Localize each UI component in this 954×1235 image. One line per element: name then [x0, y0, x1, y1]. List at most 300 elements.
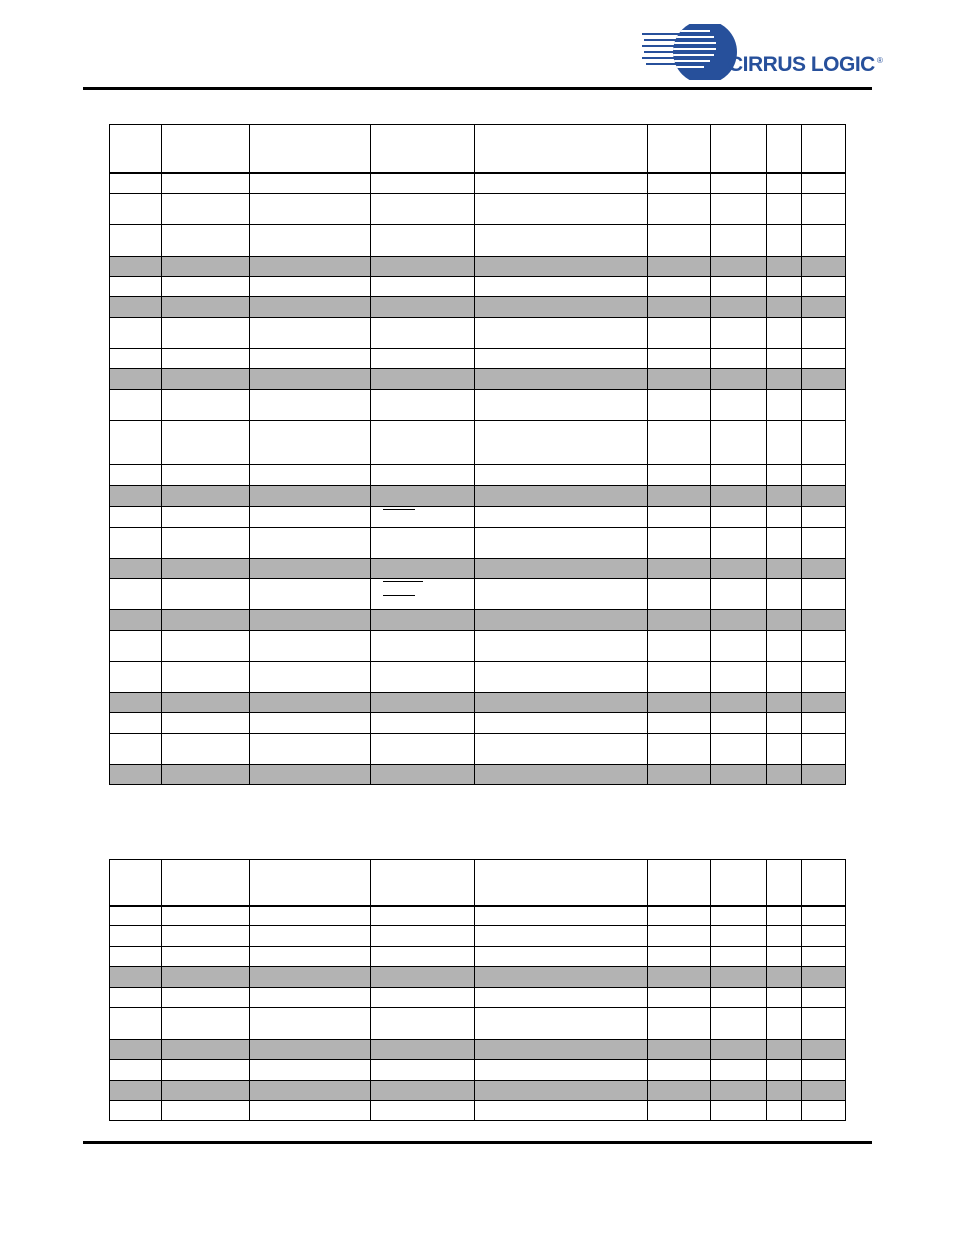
- table-cell: [162, 1081, 250, 1101]
- table-cell: [767, 257, 802, 277]
- table-cell: [648, 1101, 711, 1121]
- table-cell: [648, 926, 711, 947]
- table-cell: [767, 765, 802, 785]
- table-cell: [767, 277, 802, 297]
- table-cell: [162, 906, 250, 926]
- table-cell: [110, 194, 162, 225]
- table-cell: [475, 369, 648, 390]
- table-cell: [767, 947, 802, 967]
- table-cell: [711, 1081, 767, 1101]
- table-cell: [110, 465, 162, 486]
- table-cell: [802, 967, 846, 988]
- table-cell: [250, 1101, 371, 1121]
- table-cell: [250, 421, 371, 465]
- table-row: [110, 610, 846, 631]
- table-cell: [711, 765, 767, 785]
- table-cell: [767, 1040, 802, 1060]
- table-cell: [110, 349, 162, 369]
- table-cell: [250, 906, 371, 926]
- table-cell: [711, 947, 767, 967]
- table-cell: [475, 465, 648, 486]
- table-cell: [711, 1008, 767, 1040]
- table-header-cell: [802, 860, 846, 906]
- table-cell: [767, 369, 802, 390]
- table-cell: [250, 507, 371, 528]
- table-cell: [250, 1040, 371, 1060]
- table-cell: [648, 277, 711, 297]
- table-cell: [371, 1040, 475, 1060]
- table-cell: [475, 765, 648, 785]
- table-cell: [711, 369, 767, 390]
- table-cell: [767, 1060, 802, 1081]
- table-cell: [250, 1081, 371, 1101]
- table-cell: [767, 579, 802, 610]
- table-cell: [162, 173, 250, 194]
- table-cell: [162, 421, 250, 465]
- table-cell: [648, 257, 711, 277]
- table-cell: [767, 349, 802, 369]
- table-cell: [475, 906, 648, 926]
- table-cell: [767, 528, 802, 559]
- table-cell: [162, 1101, 250, 1121]
- table-cell: [711, 194, 767, 225]
- table-row: [110, 1060, 846, 1081]
- table-cell: [110, 173, 162, 194]
- table-cell: [371, 421, 475, 465]
- table-cell: [711, 579, 767, 610]
- table-cell: [110, 297, 162, 318]
- table-header-cell: [162, 125, 250, 173]
- table-cell: [711, 528, 767, 559]
- table-cell: [475, 579, 648, 610]
- table-cell: [110, 528, 162, 559]
- table-cell: [110, 486, 162, 507]
- table-cell: [475, 318, 648, 349]
- table-cell: [802, 1060, 846, 1081]
- table-cell: [371, 631, 475, 662]
- table-cell: [648, 1081, 711, 1101]
- table-cell: [648, 297, 711, 318]
- table-cell: [802, 194, 846, 225]
- table-cell: [648, 465, 711, 486]
- table-header-cell: [648, 125, 711, 173]
- table-cell: [711, 988, 767, 1008]
- table-cell: [711, 713, 767, 734]
- table-cell: [648, 559, 711, 579]
- table-cell: [475, 926, 648, 947]
- table-cell: [162, 579, 250, 610]
- table-cell: [711, 559, 767, 579]
- table-cell: [162, 713, 250, 734]
- table-cell: [767, 713, 802, 734]
- table-row: [110, 507, 846, 528]
- table-cell: [162, 988, 250, 1008]
- table-row: [110, 947, 846, 967]
- table-cell: [767, 421, 802, 465]
- table-cell: [802, 486, 846, 507]
- table-cell: [475, 257, 648, 277]
- table-cell: [110, 225, 162, 257]
- table-cell: [371, 559, 475, 579]
- table-cell: [162, 257, 250, 277]
- table-cell: [475, 610, 648, 631]
- table-cell: [162, 528, 250, 559]
- table-row: [110, 390, 846, 421]
- table-cell: [250, 693, 371, 713]
- table-cell: [767, 486, 802, 507]
- table-cell: [250, 369, 371, 390]
- table-cell: [802, 631, 846, 662]
- table-cell: [802, 734, 846, 765]
- table-cell: [711, 967, 767, 988]
- table-row: [110, 559, 846, 579]
- pin-table-1: [109, 124, 846, 785]
- table-cell: [802, 257, 846, 277]
- table-cell: [475, 713, 648, 734]
- table-cell: [250, 486, 371, 507]
- table-cell: [648, 631, 711, 662]
- table-cell: [648, 988, 711, 1008]
- table-row: [110, 297, 846, 318]
- table-cell: [767, 1081, 802, 1101]
- table-cell: [648, 1008, 711, 1040]
- table-cell: [802, 1040, 846, 1060]
- table-cell: [371, 349, 475, 369]
- table-cell: [802, 765, 846, 785]
- table-row: [110, 579, 846, 610]
- table-cell: [711, 1060, 767, 1081]
- table-cell: [250, 734, 371, 765]
- table-cell: [110, 967, 162, 988]
- table-cell: [711, 507, 767, 528]
- table-cell: [711, 693, 767, 713]
- table-cell: [648, 349, 711, 369]
- table-cell: [802, 390, 846, 421]
- table-cell: [802, 988, 846, 1008]
- table-cell: [648, 734, 711, 765]
- table-cell: [371, 465, 475, 486]
- table-header-cell: [250, 125, 371, 173]
- table-cell: [767, 297, 802, 318]
- table-header-cell: [162, 860, 250, 906]
- table-cell: [371, 194, 475, 225]
- table-cell: [475, 528, 648, 559]
- table-cell: [371, 486, 475, 507]
- table-cell: [767, 194, 802, 225]
- table-cell: [250, 225, 371, 257]
- table-cell: [371, 906, 475, 926]
- header-rule: [83, 87, 872, 90]
- table-cell: [475, 277, 648, 297]
- logo-wordmark: CIRRUS LOGIC: [728, 53, 875, 76]
- table-cell: [371, 988, 475, 1008]
- table-cell: [802, 369, 846, 390]
- table-row: [110, 765, 846, 785]
- table-cell: [110, 579, 162, 610]
- table-cell: [162, 390, 250, 421]
- table-cell: [250, 579, 371, 610]
- table-cell: [711, 390, 767, 421]
- table-cell: [162, 559, 250, 579]
- table-cell: [110, 662, 162, 693]
- table-cell: [110, 1101, 162, 1121]
- table-cell: [802, 318, 846, 349]
- table-row: [110, 1008, 846, 1040]
- table-cell: [711, 277, 767, 297]
- table-row: [110, 486, 846, 507]
- table-cell: [110, 318, 162, 349]
- table-cell: [648, 906, 711, 926]
- table-cell: [767, 693, 802, 713]
- table-cell: [250, 947, 371, 967]
- table-cell: [711, 318, 767, 349]
- table-cell: [475, 693, 648, 713]
- table-cell: [162, 631, 250, 662]
- table-cell: [767, 926, 802, 947]
- table-header-cell: [371, 125, 475, 173]
- table-row: [110, 421, 846, 465]
- table-header-cell: [711, 860, 767, 906]
- table-cell: [648, 1060, 711, 1081]
- table-cell: [371, 1081, 475, 1101]
- table-cell: [802, 926, 846, 947]
- table-cell: [110, 734, 162, 765]
- table-cell: [802, 1008, 846, 1040]
- table-header-cell: [802, 125, 846, 173]
- registered-mark: ®: [877, 56, 883, 65]
- table-cell: [162, 926, 250, 947]
- table-header-cell: [767, 860, 802, 906]
- table-cell: [711, 906, 767, 926]
- table-cell: [648, 579, 711, 610]
- table-cell: [371, 318, 475, 349]
- table-cell: [648, 369, 711, 390]
- table-cell: [250, 765, 371, 785]
- table-cell: [767, 631, 802, 662]
- table-cell: [475, 507, 648, 528]
- table-cell: [475, 421, 648, 465]
- table-cell: [250, 662, 371, 693]
- table-row: [110, 465, 846, 486]
- table-cell: [162, 1008, 250, 1040]
- table-row: [110, 318, 846, 349]
- table-cell: [371, 693, 475, 713]
- table-cell: [250, 967, 371, 988]
- table-cell: [250, 297, 371, 318]
- table-cell: [250, 318, 371, 349]
- overline-mark: [383, 509, 415, 510]
- table-cell: [475, 173, 648, 194]
- table-cell: [648, 967, 711, 988]
- table-cell: [371, 507, 475, 528]
- table-cell: [711, 1101, 767, 1121]
- table-cell: [475, 390, 648, 421]
- table-header-cell: [475, 125, 648, 173]
- table-row: [110, 1040, 846, 1060]
- table-row: [110, 225, 846, 257]
- table-cell: [802, 173, 846, 194]
- table-cell: [802, 579, 846, 610]
- table-cell: [162, 1060, 250, 1081]
- table-cell: [767, 173, 802, 194]
- table-cell: [475, 559, 648, 579]
- table-cell: [162, 947, 250, 967]
- table-cell: [110, 926, 162, 947]
- table-cell: [110, 1040, 162, 1060]
- table-row: [110, 967, 846, 988]
- table-cell: [162, 486, 250, 507]
- table-cell: [250, 610, 371, 631]
- table-cell: [802, 528, 846, 559]
- table-cell: [110, 1008, 162, 1040]
- table-cell: [802, 662, 846, 693]
- table-cell: [371, 662, 475, 693]
- table-cell: [250, 173, 371, 194]
- table-cell: [711, 1040, 767, 1060]
- table-cell: [371, 926, 475, 947]
- table-cell: [475, 631, 648, 662]
- table-cell: [162, 349, 250, 369]
- table-cell: [110, 631, 162, 662]
- table-cell: [110, 693, 162, 713]
- table-cell: [250, 390, 371, 421]
- table-cell: [648, 765, 711, 785]
- table-cell: [475, 225, 648, 257]
- table-cell: [767, 507, 802, 528]
- table-header-cell: [711, 125, 767, 173]
- table-row: [110, 349, 846, 369]
- table-cell: [162, 465, 250, 486]
- table-cell: [371, 1101, 475, 1121]
- table-cell: [110, 1081, 162, 1101]
- table-cell: [711, 734, 767, 765]
- table-cell: [110, 369, 162, 390]
- table-cell: [711, 173, 767, 194]
- table-cell: [475, 1008, 648, 1040]
- table-cell: [110, 765, 162, 785]
- table-cell: [648, 662, 711, 693]
- table-cell: [250, 926, 371, 947]
- table-cell: [767, 390, 802, 421]
- table-cell: [162, 369, 250, 390]
- table-cell: [767, 318, 802, 349]
- table-cell: [767, 734, 802, 765]
- table-cell: [371, 947, 475, 967]
- table-cell: [648, 1040, 711, 1060]
- table-cell: [250, 1008, 371, 1040]
- table-cell: [802, 277, 846, 297]
- table-cell: [110, 559, 162, 579]
- table-cell: [767, 559, 802, 579]
- table-cell: [802, 297, 846, 318]
- table-row: [110, 693, 846, 713]
- table-cell: [802, 713, 846, 734]
- table-cell: [711, 349, 767, 369]
- table-cell: [110, 713, 162, 734]
- table-cell: [250, 194, 371, 225]
- table-cell: [371, 734, 475, 765]
- pin-table-2: [109, 859, 846, 1121]
- table-cell: [371, 1060, 475, 1081]
- table-cell: [648, 610, 711, 631]
- table-cell: [162, 765, 250, 785]
- table-row: [110, 713, 846, 734]
- overline-mark: [383, 581, 423, 582]
- table-cell: [162, 318, 250, 349]
- table-cell: [250, 631, 371, 662]
- table-cell: [711, 297, 767, 318]
- table-cell: [475, 1040, 648, 1060]
- table-cell: [110, 257, 162, 277]
- table-cell: [767, 1101, 802, 1121]
- table-cell: [162, 734, 250, 765]
- table-row: [110, 1081, 846, 1101]
- table-cell: [711, 610, 767, 631]
- table-cell: [250, 349, 371, 369]
- table-cell: [110, 947, 162, 967]
- table-cell: [162, 662, 250, 693]
- table-cell: [648, 947, 711, 967]
- table-cell: [475, 1081, 648, 1101]
- table-cell: [711, 257, 767, 277]
- table-cell: [648, 528, 711, 559]
- table-row: [110, 926, 846, 947]
- table-cell: [371, 713, 475, 734]
- table-cell: [162, 277, 250, 297]
- table-cell: [371, 765, 475, 785]
- table-row: [110, 173, 846, 194]
- table-cell: [802, 465, 846, 486]
- table-cell: [767, 1008, 802, 1040]
- table-cell: [162, 1040, 250, 1060]
- table-row: [110, 194, 846, 225]
- table-row: [110, 1101, 846, 1121]
- table-cell: [711, 926, 767, 947]
- table-cell: [250, 277, 371, 297]
- table-cell: [162, 225, 250, 257]
- table-row: [110, 906, 846, 926]
- table-cell: [767, 967, 802, 988]
- table-cell: [475, 967, 648, 988]
- table-cell: [802, 225, 846, 257]
- table-cell: [711, 225, 767, 257]
- table-cell: [371, 579, 475, 610]
- table-cell: [767, 988, 802, 1008]
- table-cell: [250, 713, 371, 734]
- table-cell: [371, 257, 475, 277]
- table-cell: [371, 369, 475, 390]
- table-cell: [110, 507, 162, 528]
- table-cell: [648, 390, 711, 421]
- table-cell: [162, 693, 250, 713]
- table-cell: [802, 610, 846, 631]
- table-cell: [711, 486, 767, 507]
- table-cell: [250, 528, 371, 559]
- table-header-row: [110, 125, 846, 173]
- table-row: [110, 631, 846, 662]
- table-cell: [162, 297, 250, 318]
- table-cell: [802, 559, 846, 579]
- table-cell: [648, 421, 711, 465]
- table-cell: [110, 1060, 162, 1081]
- table-cell: [371, 225, 475, 257]
- table-row: [110, 734, 846, 765]
- table-cell: [475, 194, 648, 225]
- table-cell: [802, 421, 846, 465]
- table-cell: [371, 173, 475, 194]
- table-cell: [162, 507, 250, 528]
- table-cell: [371, 967, 475, 988]
